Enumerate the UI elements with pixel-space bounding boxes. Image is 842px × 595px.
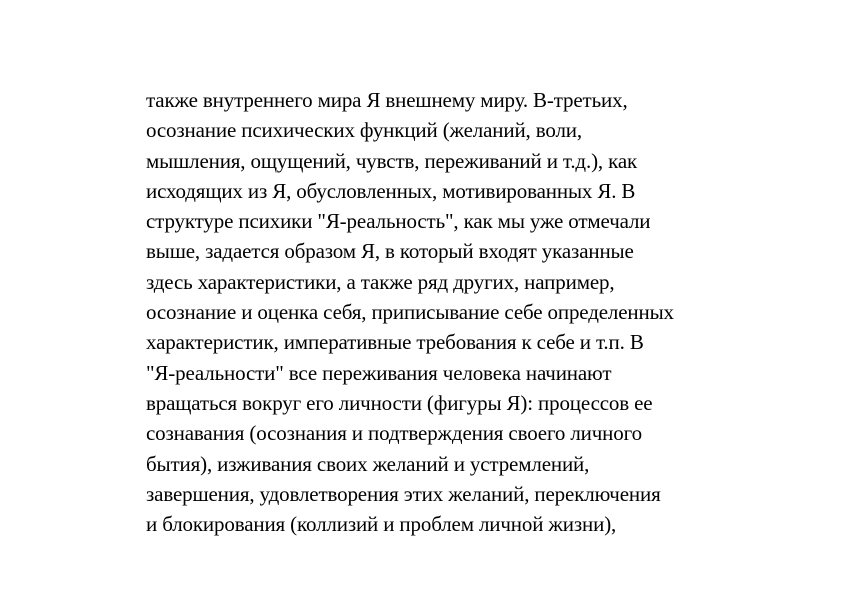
text-line: выше, задается образом Я, в который входят указанные (146, 239, 634, 264)
text-line: завершения, удовлетворения этих желаний, переключения (146, 481, 661, 506)
text-line: также внутреннего мира Я внешнему миру. В-третьих, (146, 88, 628, 112)
text-line: "Я-реальности" все переживания человека начинают (146, 360, 612, 385)
text-line: структуре психики "Я-реальность", как мы уже отмечали (146, 209, 651, 234)
text-line: осознание психических функций (желаний, воли, (146, 118, 582, 143)
text-line: исходящих из Я, обусловленных, мотивированных Я. В (146, 178, 636, 203)
text-line: сознавания (осознания и подтверждения своего личного (146, 421, 642, 446)
body-text (146, 85, 746, 539)
text-line: бытия), изживания своих желаний и устремлений, (146, 451, 590, 476)
text-line: осознание и оценка себя, приписывание себе определенных (146, 300, 674, 325)
text-line: здесь характеристики, а также ряд других, например, (146, 269, 615, 294)
text-line: характеристик, императивные требования к себе и т.п. В (146, 330, 644, 355)
text-line: вращаться вокруг его личности (фигуры Я): процессов ее (146, 390, 653, 415)
text-line: мышления, ощущений, чувств, переживаний и т.д.), как (146, 148, 638, 173)
text-line: и блокирования (коллизий и проблем личной жизни), (146, 512, 617, 537)
